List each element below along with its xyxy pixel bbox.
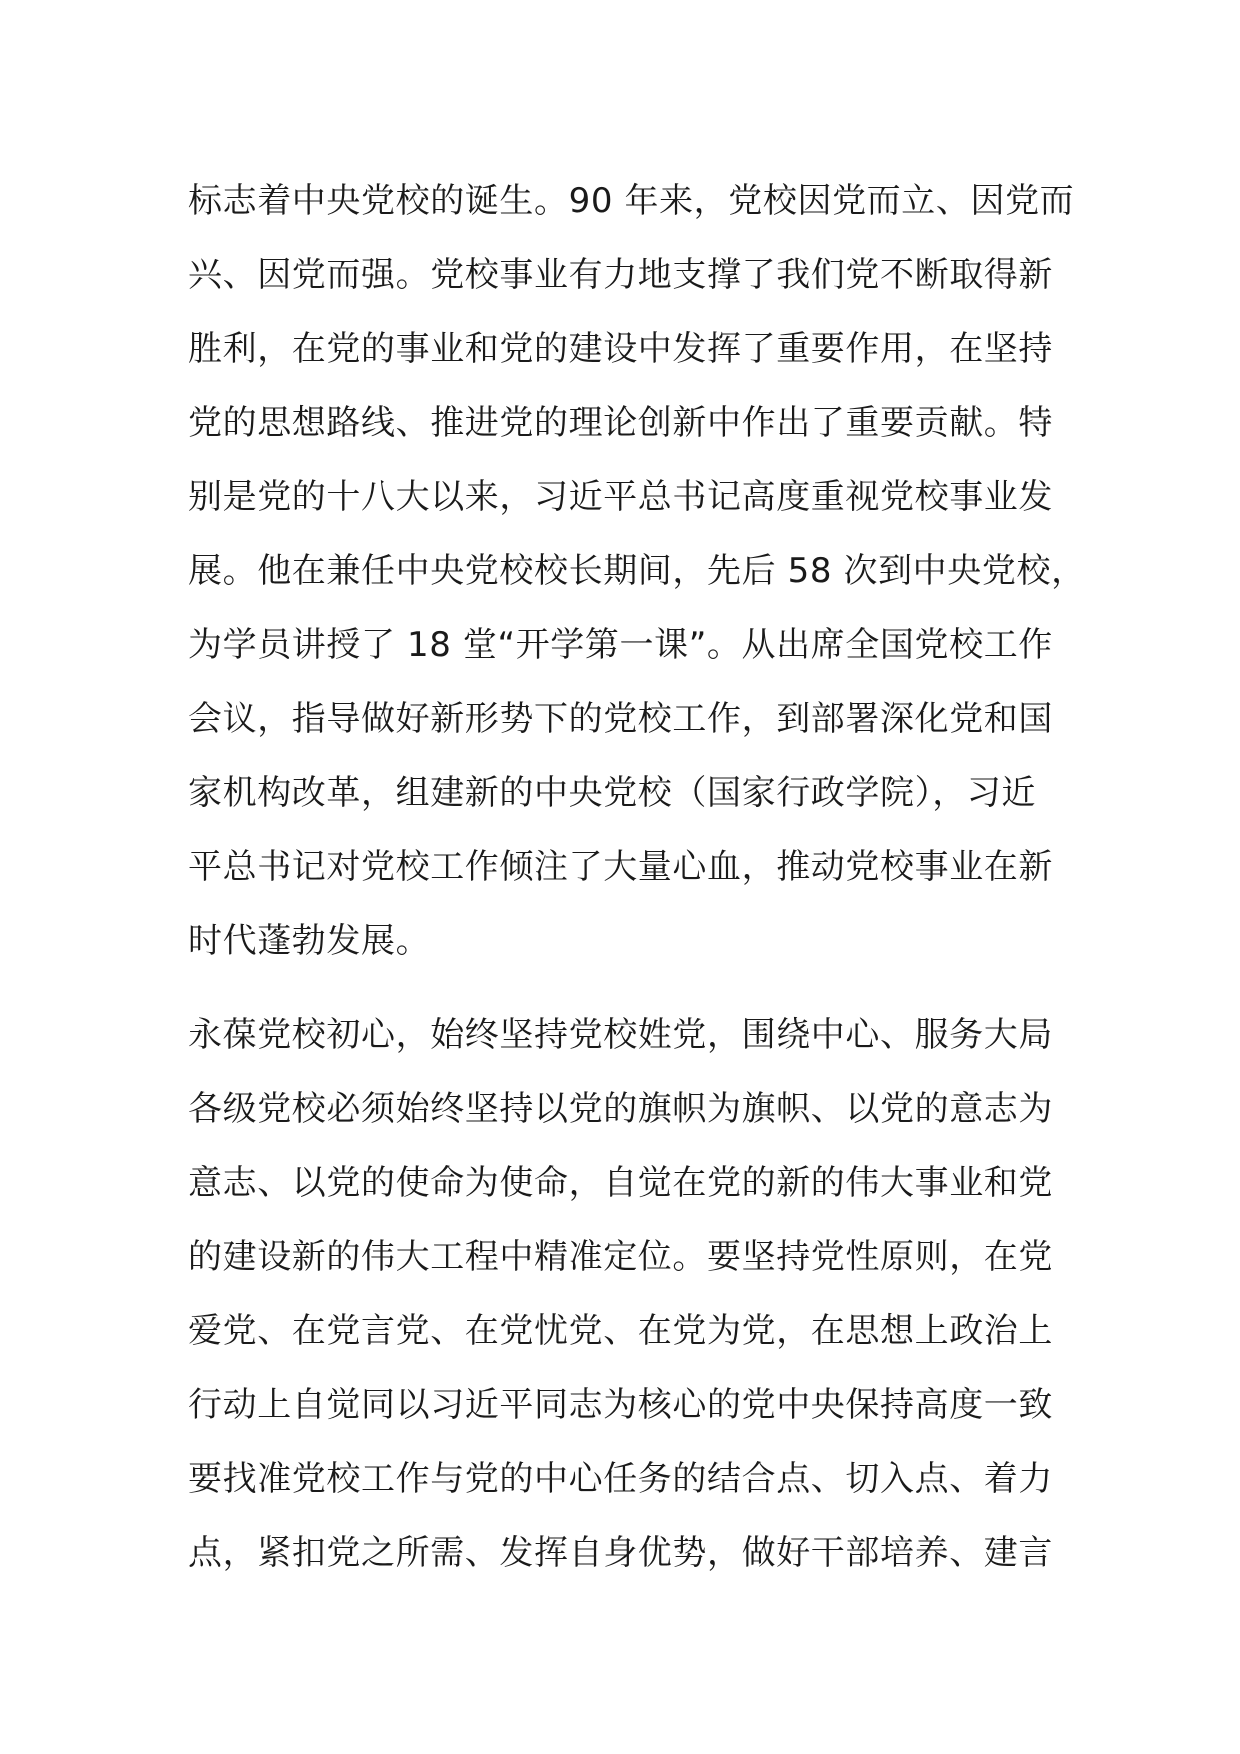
paragraph-line: 党的思想路线、推进党的理论创新中作出了重要贡献。特 [188, 403, 1053, 443]
paragraph-1 [188, 164, 1086, 978]
paragraph-line: 时代蓬勃发展。 [188, 921, 431, 961]
paragraph-2 [188, 998, 1068, 1590]
paragraph-line: 点，紧扣党之所需、发挥自身优势，做好干部培养、建言 [188, 1533, 1053, 1573]
paragraph-line: 永葆党校初心，始终坚持党校姓党，围绕中心、服务大局 [188, 1015, 1053, 1055]
paragraph-line: 平总书记对党校工作倾注了大量心血，推动党校事业在新 [188, 847, 1053, 887]
paragraph-line: 要找准党校工作与党的中心任务的结合点、切入点、着力 [188, 1459, 1053, 1499]
paragraph-line: 爱党、在党言党、在党忧党、在党为党，在思想上政治上 [188, 1311, 1053, 1351]
paragraph-line: 为学员讲授了 18 堂“开学第一课”。从出席全国党校工作 [188, 625, 1053, 665]
paragraph-line: 兴、因党而强。党校事业有力地支撑了我们党不断取得新 [188, 255, 1053, 295]
paragraph-line: 标志着中央党校的诞生。90 年来，党校因党而立、因党而 [188, 181, 1075, 221]
paragraph-line: 别是党的十八大以来，习近平总书记高度重视党校事业发 [188, 477, 1053, 517]
paragraph-line: 展。他在兼任中央党校校长期间，先后 58 次到中央党校， [188, 551, 1086, 591]
paragraph-line: 意志、以党的使命为使命，自觉在党的新的伟大事业和党 [188, 1163, 1053, 1203]
paragraph-line: 各级党校必须始终坚持以党的旗帜为旗帜、以党的意志为 [188, 1089, 1053, 1129]
paragraph-line: 胜利，在党的事业和党的建设中发挥了重要作用，在坚持 [188, 329, 1053, 369]
paragraph-line: 会议，指导做好新形势下的党校工作，到部署深化党和国 [188, 699, 1053, 739]
paragraph-line: 行动上自觉同以习近平同志为核心的党中央保持高度一致 [188, 1385, 1053, 1425]
paragraph-line: 的建设新的伟大工程中精准定位。要坚持党性原则，在党 [188, 1237, 1053, 1277]
paragraph-line: 家机构改革，组建新的中央党校（国家行政学院），习近 [188, 773, 1036, 813]
